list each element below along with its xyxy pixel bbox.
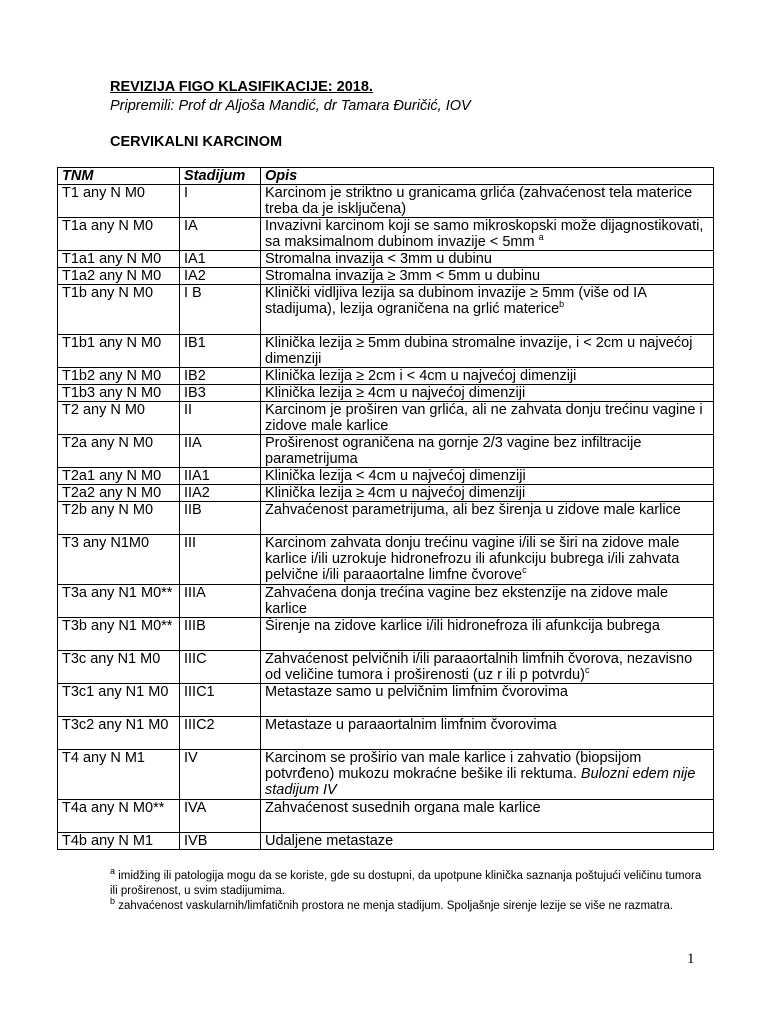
table-header-row [58,168,714,185]
tnm-cell: T1b1 any N M0 [58,335,180,368]
table-row [58,251,714,268]
table-row [58,285,714,335]
stage-cell: IIA [180,435,261,468]
description-cell [261,502,714,535]
description-text: Proširenost ograničena na gornje 2/3 vagine bez infiltracije parametrijuma [265,435,642,467]
tnm-cell: T3c any N1 M0 [58,651,180,684]
stage-cell: IIB [180,502,261,535]
stage-cell: I [180,185,261,218]
footnotes [110,866,710,914]
footnote-b [110,896,710,914]
description-text: Zahvaćenost parametrijuma, ali bez širenja u zidove male karlice [265,502,681,518]
document-authors: Pripremili: Prof dr Aljoša Mandić, dr Tamara Đuričić, IOV [110,98,471,114]
description-text: Metastaze u paraaortalnim limfnim čvorovima [265,717,557,733]
tnm-cell: T2b any N M0 [58,502,180,535]
description-text: Karcinom je proširen van grlića, ali ne zahvata donju trećinu vagine i zidove male karlice [265,402,703,434]
table-row [58,750,714,800]
footnote-reference: c [584,665,590,676]
tnm-cell: T1a any N M0 [58,218,180,251]
description-text: Zahvaćenost pelvičnih i/ili paraaortalnih limfnih čvorova, nezavisno od veličine tumora i proširenosti (uz r ili p potvrdu) [265,651,693,683]
description-cell [261,435,714,468]
description-cell [261,535,714,585]
description-text: Klinički vidljiva lezija sa dubinom invazije ≥ 5mm (više od IA stadijuma), lezija ograničena na grlić materice [265,285,647,317]
table-row [58,402,714,435]
stage-cell: IA2 [180,268,261,285]
stage-cell: IB2 [180,368,261,385]
description-text: Zahvaćenost susednih organa male karlice [265,800,541,816]
tnm-cell: T1a2 any N M0 [58,268,180,285]
stage-cell: IB3 [180,385,261,402]
description-cell [261,185,714,218]
description-text: Karcinom je striktno u granicama grlića (zahvaćenost tela materice treba da je isključena) [265,185,693,217]
stage-cell: IIIC2 [180,717,261,750]
description-cell [261,684,714,717]
table-row [58,385,714,402]
table-row [58,684,714,717]
description-cell [261,368,714,385]
description-text: Metastaze samo u pelvičnim limfnim čvorovima [265,684,568,700]
stage-cell: IVB [180,833,261,850]
description-text: Klinička lezija < 4cm u najvećoj dimenziji [265,468,526,484]
description-cell [261,833,714,850]
tnm-cell: T4b any N M1 [58,833,180,850]
column-header-description: Opis [261,168,714,185]
table-row [58,800,714,833]
description-text: Stromalna invazija ≥ 3mm < 5mm u dubinu [265,268,541,284]
description-text: Širenje na zidove karlice i/ili hidronefroza ili afunkcija bubrega [265,618,660,634]
description-cell [261,218,714,251]
description-cell [261,268,714,285]
tnm-cell: T4a any N M0** [58,800,180,833]
table-row [58,651,714,684]
tnm-cell: T1b3 any N M0 [58,385,180,402]
tnm-cell: T2a any N M0 [58,435,180,468]
description-cell [261,335,714,368]
description-cell [261,618,714,651]
tnm-cell: T3a any N1 M0** [58,585,180,618]
footnote-reference: a [538,232,544,243]
description-cell [261,750,714,800]
description-text: Klinička lezija ≥ 4cm u najvećoj dimenziji [265,385,526,401]
stage-cell: IIIA [180,585,261,618]
stage-cell: IV [180,750,261,800]
footnote-mark: a [110,866,116,877]
description-text: Karcinom se proširio van male karlice i zahvatio (biopsijom potvrđeno) mukozu mokraćne bešike ili rektuma. [265,750,642,782]
description-text: Zahvaćena donja trećina vagine bez ekstenzije na zidove male karlice [265,585,669,617]
table-row [58,435,714,468]
table-row [58,268,714,285]
description-text: Klinička lezija ≥ 2cm i < 4cm u najvećoj dimenziji [265,368,577,384]
tnm-cell: T2a2 any N M0 [58,485,180,502]
page-number: 1 [687,951,695,967]
footnote-text: imidžing ili patologija mogu da se koriste, gde su dostupni, da upotpune klinička saznanja poštujući veličinu tumora ili proširenost, u svim stadijumima. [110,870,702,897]
table-row [58,185,714,218]
description-text: Invazivni karcinom koji se samo mikroskopski može dijagnostikovati, sa maksimalnom dubinom invazije < 5mm [265,218,704,250]
description-cell [261,285,714,335]
description-cell [261,585,714,618]
stage-cell: IIIC [180,651,261,684]
description-text: Klinička lezija ≥ 4cm u najvećoj dimenziji [265,485,526,501]
table-row [58,368,714,385]
stage-cell: IVA [180,800,261,833]
stage-cell: IB1 [180,335,261,368]
table-row [58,468,714,485]
section-heading: CERVIKALNI KARCINOM [110,134,283,150]
tnm-cell: T1a1 any N M0 [58,251,180,268]
stage-cell: III [180,535,261,585]
description-cell [261,651,714,684]
table-row [58,618,714,651]
footnote-a [110,866,710,899]
tnm-cell: T3c1 any N1 M0 [58,684,180,717]
tnm-cell: T1b any N M0 [58,285,180,335]
footnote-reference: c [522,565,527,576]
staging-table [57,167,714,850]
stage-cell: IA [180,218,261,251]
description-cell [261,402,714,435]
tnm-cell: T3c2 any N1 M0 [58,717,180,750]
tnm-cell: T3b any N1 M0** [58,618,180,651]
table-row [58,585,714,618]
description-cell [261,385,714,402]
tnm-cell: T1b2 any N M0 [58,368,180,385]
stage-cell: IA1 [180,251,261,268]
column-header-stage: Stadijum [180,168,261,185]
table-row [58,535,714,585]
description-text: Stromalna invazija < 3mm u dubinu [265,251,492,267]
description-cell [261,468,714,485]
description-cell [261,251,714,268]
description-cell [261,485,714,502]
stage-cell: IIA1 [180,468,261,485]
description-cell [261,717,714,750]
table-row [58,833,714,850]
tnm-cell: T4 any N M1 [58,750,180,800]
italic-note: Bulozni edem nije stadijum IV [265,766,696,798]
stage-cell: IIIC1 [180,684,261,717]
tnm-cell: T2a1 any N M0 [58,468,180,485]
tnm-cell: T2 any N M0 [58,402,180,435]
tnm-cell: T1 any N M0 [58,185,180,218]
table-row [58,335,714,368]
stage-cell: IIIB [180,618,261,651]
description-text: Udaljene metastaze [265,833,394,849]
footnote-reference: b [559,299,565,310]
column-header-tnm: TNM [58,168,180,185]
description-cell [261,800,714,833]
description-text: Karcinom zahvata donju trećinu vagine i/ili se širi na zidove male karlice i/ili uzrokuje hidronefrozu ili afunkciju bubrega i/ili zahvata pelvične i/ili paraaortalne limfne čvorove [265,535,680,583]
stage-cell: II [180,402,261,435]
table-row [58,717,714,750]
document-title: REVIZIJA FIGO KLASIFIKACIJE: 2018. [110,79,373,95]
description-text: Klinička lezija ≥ 5mm dubina stromalne invazije, i < 2cm u najvećoj dimenziji [265,335,693,367]
table-row [58,502,714,535]
footnote-mark: b [110,896,116,907]
stage-cell: I B [180,285,261,335]
table-row [58,485,714,502]
tnm-cell: T3 any N1M0 [58,535,180,585]
stage-cell: IIA2 [180,485,261,502]
footnote-text: zahvaćenost vaskularnih/limfatičnih prostora ne menja stadijum. Spoljašnje sirenje lezije se više ne razmatra. [118,900,674,912]
table-row [58,218,714,251]
